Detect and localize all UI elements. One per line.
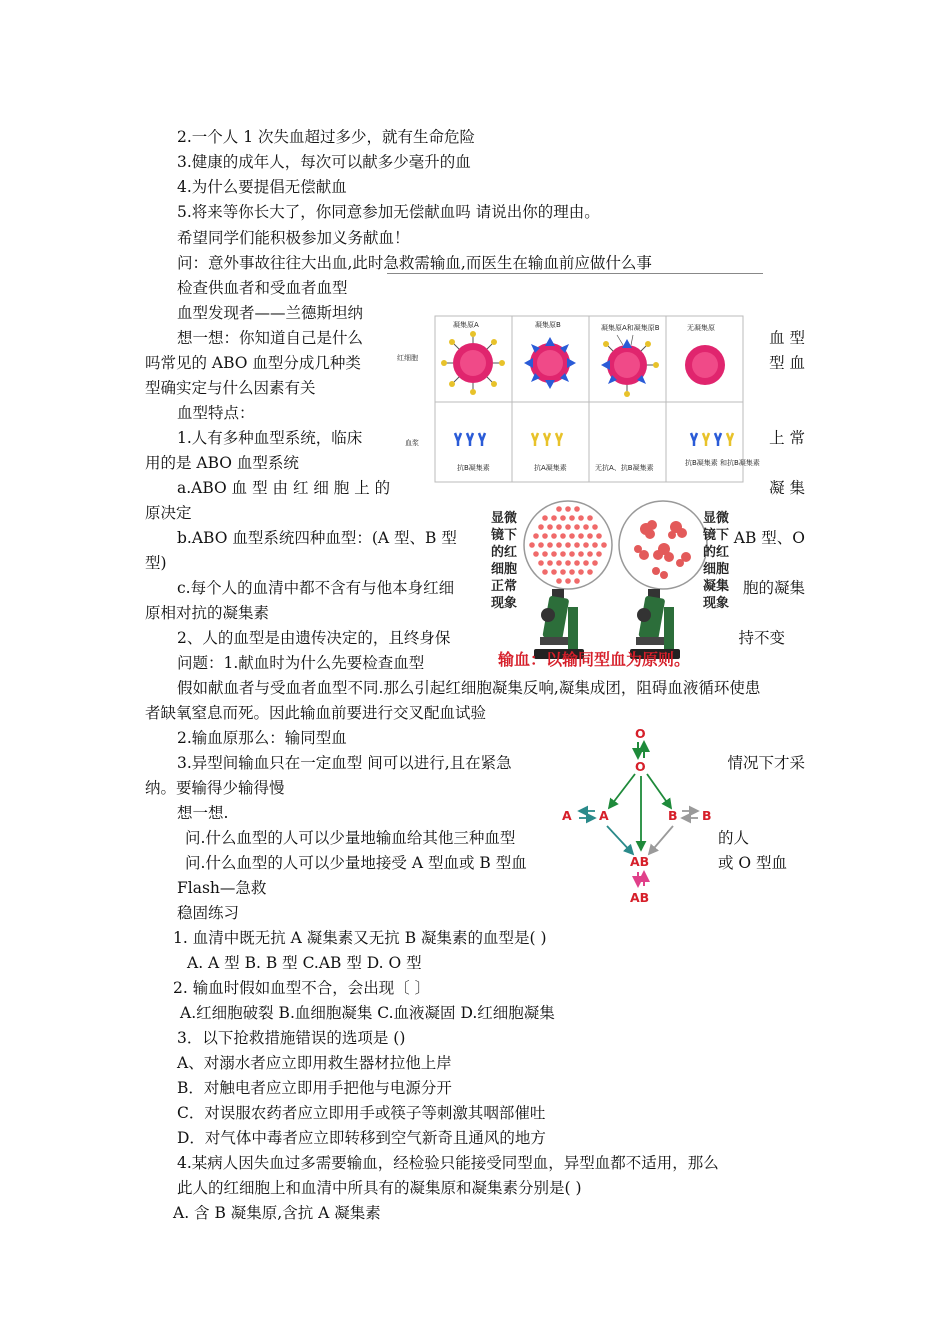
red-cell-dot: [596, 533, 602, 539]
red-cell-dot: [596, 551, 602, 557]
question-3: 3.健康的成年人，每次可以献多少毫升的血: [177, 153, 471, 171]
red-cell-dot: [583, 542, 589, 548]
feature-a-line1-right: 凝 集: [769, 479, 805, 497]
node-b: B: [668, 808, 678, 823]
node-o-top: O: [635, 726, 646, 741]
exercise-4-option-a: A. 含 B 凝集原,含抗 A 凝集素: [173, 1204, 381, 1222]
red-cell-dot: [587, 569, 593, 575]
red-cell-dot: [583, 524, 589, 530]
red-cell-dot: [529, 542, 535, 548]
if-line-1: 假如献血者与受血者血型不同.那么引起红细胞凝集反响,凝集成团，阻碍血液循环使患: [177, 679, 761, 697]
red-cell-dot: [574, 506, 580, 512]
red-cell-dot: [578, 515, 584, 521]
question-w1-right: 的人: [718, 829, 750, 847]
red-cell-dot: [551, 515, 557, 521]
svg-text:凝集: 凝集: [703, 579, 730, 594]
svg-text:的红: 的红: [491, 545, 518, 560]
col4-bottom-label: 抗B凝集素 和抗B凝集素: [685, 459, 760, 467]
svg-text:镜下: 镜下: [491, 528, 518, 543]
principle-3b: 纳。要输得少输得慢: [145, 779, 285, 797]
col2-bottom-label: 抗A凝集素: [534, 464, 567, 472]
red-cell-dot: [560, 533, 566, 539]
svg-text:细胞: 细胞: [703, 562, 730, 577]
right-microscope-icon: [630, 589, 680, 659]
red-cell-dot: [578, 551, 584, 557]
think-again: 想一想.: [177, 804, 229, 822]
feature-1b: 用的是 ABO 血型系统: [145, 454, 299, 472]
agglutinated-cells-circle: [619, 501, 707, 589]
think-line-b-right: 型 血: [769, 354, 805, 372]
red-cell-dot: [574, 524, 580, 530]
red-cell-dot: [565, 506, 571, 512]
svg-text:显微: 显微: [491, 511, 518, 526]
features-heading: 血型特点：: [177, 404, 255, 422]
red-cell-dot: [542, 569, 548, 575]
red-cell-dot: [587, 533, 593, 539]
feature-2: 2、人的血型是由遗传决定的，且终身保: [177, 629, 451, 647]
feature-a-line2: 原决定: [145, 504, 192, 522]
col2-top-label: 凝集原B: [535, 321, 561, 329]
exercise-4-line1: 4.某病人因失血过多需要输血，经检验只能接受同型血，异型血都不适用，那么: [177, 1154, 719, 1172]
red-cell-dot: [574, 560, 580, 566]
red-cell-dot: [560, 569, 566, 575]
red-cell-dot: [565, 542, 571, 548]
red-cell-dot: [556, 524, 562, 530]
exercise-3-option-c: C．对误服农药者应立即用手或筷子等刺激其咽部催吐: [177, 1104, 546, 1122]
exercise-2: 2. 输血时假如血型不合，会出现〔 〕: [173, 979, 431, 997]
red-cell-dot: [551, 569, 557, 575]
rbc-type-o-icon: [685, 345, 725, 385]
red-cell-dot: [560, 551, 566, 557]
question-5: 5.将来等你长大了，你同意参加无偿献血吗 请说出你的理由。: [177, 203, 600, 221]
svg-text:的红: 的红: [703, 545, 730, 560]
think-line-a-right: 血 型: [769, 329, 805, 347]
node-b-right: B: [702, 808, 712, 823]
red-cell-dot: [556, 506, 562, 512]
exercise-3: 3．以下抢救措施错误的选项是 (): [177, 1029, 406, 1047]
svg-text:细胞: 细胞: [491, 562, 518, 577]
exercise-3-option-b: B．对触电者应立即用手把他与电源分开: [177, 1079, 452, 1097]
red-cell-dot: [592, 560, 598, 566]
exercise-1: 1. 血清中既无抗 A 凝集素又无抗 B 凝集素的血型是( ): [173, 929, 547, 947]
blood-type-table-figure: [395, 315, 760, 485]
rbc-label: 红细胞: [397, 354, 418, 362]
think-line-a: 想一想：你知道自己是什么: [177, 329, 364, 347]
feature-b-line1: b.ABO 血型系统四种血型：(A 型、B 型: [177, 529, 457, 547]
red-cell-dot: [538, 524, 544, 530]
feature-a-line1: a.ABO 血 型 由 红 细 胞 上 的: [177, 479, 391, 497]
rbc-type-a-icon: [441, 331, 505, 395]
question-w2-right: 或 O 型血: [718, 854, 788, 872]
microscope-figure: [488, 497, 738, 672]
red-cell-dot: [565, 578, 571, 584]
check-line: 检查供血者和受血者血型: [177, 279, 348, 297]
normal-cells-circle: [524, 501, 612, 589]
question-4: 4.为什么要提倡无偿献血: [177, 178, 347, 196]
svg-text:显微: 显微: [703, 511, 730, 526]
feature-c-line1: c.每个人的血清中都不含有与他本身红细: [177, 579, 455, 597]
hope-line: 希望同学们能积极参加义务献血！: [177, 229, 410, 247]
red-cell-dot: [542, 533, 548, 539]
transfusion-diagram: [555, 722, 720, 907]
red-cell-dot: [592, 542, 598, 548]
red-cell-dot: [565, 524, 571, 530]
think-line-b: 吗常见的 ABO 血型分成几种类: [145, 354, 361, 372]
svg-text:现象: 现象: [703, 596, 730, 611]
red-cell-dot: [533, 533, 539, 539]
red-cell-dot: [569, 533, 575, 539]
red-cell-dot: [569, 515, 575, 521]
transfusion-principle-caption: 输血：以输同型血为原则。: [498, 650, 691, 669]
red-cell-dot: [547, 542, 553, 548]
node-o: O: [635, 759, 646, 774]
red-cell-dot: [560, 515, 566, 521]
question-w1: 问.什么血型的人可以少量地输血给其他三种血型: [185, 829, 516, 847]
feature-2-right: 持不变: [738, 629, 785, 647]
plasma-label: 血浆: [405, 439, 419, 447]
node-ab: AB: [630, 854, 650, 869]
right-caption-text: [703, 510, 729, 611]
red-cell-dot: [538, 542, 544, 548]
red-cell-dot: [538, 560, 544, 566]
red-cell-dot: [542, 515, 548, 521]
red-cell-dot: [556, 578, 562, 584]
red-cell-dot: [574, 578, 580, 584]
exercise-3-option-a: A、对溺水者应立即用救生器材拉他上岸: [177, 1054, 452, 1072]
col3-bottom-label: 无抗A、抗B凝集素: [595, 464, 654, 472]
think-line-c: 型确实定与什么因素有关: [145, 379, 316, 397]
red-cell-dot: [547, 560, 553, 566]
red-cell-dot: [601, 542, 607, 548]
node-a-left: A: [562, 808, 572, 823]
feature-1a-right: 上 常: [769, 429, 805, 447]
question-w2: 问.什么血型的人可以少量地接受 A 型血或 B 型血: [185, 854, 527, 872]
red-cell-dot: [587, 515, 593, 521]
left-microscope-icon: [534, 589, 584, 659]
red-cell-dot: [578, 569, 584, 575]
discoverer-line: 血型发现者——兰德斯坦纳: [177, 304, 364, 322]
flash-line: Flash—急救: [177, 879, 267, 897]
node-a: A: [599, 808, 609, 823]
red-cell-dot: [578, 533, 584, 539]
exercise-2-options: A.红细胞破裂 B.血细胞凝集 C.血液凝固 D.红细胞凝集: [180, 1004, 555, 1022]
principle-3a-right: 情况下才采: [727, 754, 805, 772]
feature-b-line1-right: AB 型、O: [733, 529, 805, 547]
red-cell-dot: [574, 542, 580, 548]
principle-3a: 3.异型间输血只在一定血型 间可以进行,且在紧急: [177, 754, 512, 772]
red-cell-dot: [547, 524, 553, 530]
red-cell-dot: [587, 551, 593, 557]
exercise-3-option-d: D．对气体中毒者应立即转移到空气新奇且通风的地方: [177, 1129, 546, 1147]
col1-top-label: 凝集原A: [453, 321, 479, 329]
svg-text:现象: 现象: [491, 596, 518, 611]
principle-2: 2.输血原那么：输同型血: [177, 729, 347, 747]
left-caption-text: [491, 510, 517, 611]
exercise-4-line2: 此人的红细胞上和血清中所具有的凝集原和凝集素分别是( ): [177, 1179, 582, 1197]
feature-c-line2: 原相对抗的凝集素: [145, 604, 270, 622]
question-2: 2.一个人 1 次失血超过多少，就有生命危险: [177, 128, 476, 146]
problem-line: 问题：1.献血时为什么先要检查血型: [177, 654, 425, 672]
red-cell-dot: [583, 560, 589, 566]
svg-text:镜下: 镜下: [703, 528, 730, 543]
col3-top-label: 凝集原A和凝集原B: [601, 324, 660, 332]
feature-c-line1-right: 胞的凝集: [742, 579, 805, 597]
feature-1a: 1.人有多种血型系统，临床: [177, 429, 363, 447]
if-line-2: 者缺氧窒息而死。因此输血前要进行交叉配血试验: [145, 704, 487, 722]
red-cell-dot: [556, 560, 562, 566]
red-cell-dot: [551, 533, 557, 539]
node-ab-bottom: AB: [630, 890, 650, 905]
red-cell-dot: [569, 569, 575, 575]
practice-heading: 稳固练习: [177, 904, 240, 922]
rbc-type-b-icon: [524, 337, 576, 389]
red-cell-dot: [551, 551, 557, 557]
red-cell-dot: [556, 542, 562, 548]
red-cell-dot: [565, 560, 571, 566]
red-cell-dot: [533, 551, 539, 557]
ask-line: 问：意外事故往往大出血,此时急救需输血,而医生在输血前应做什么事: [177, 254, 652, 272]
col4-top-label: 无凝集原: [687, 324, 715, 332]
svg-text:正常: 正常: [491, 579, 518, 594]
feature-b-line2: 型): [145, 554, 167, 572]
col1-bottom-label: 抗B凝集素: [457, 464, 490, 472]
divider: [387, 273, 763, 274]
red-cell-dot: [592, 524, 598, 530]
red-cell-dot: [542, 551, 548, 557]
exercise-1-options: A. A 型 B. B 型 C.AB 型 D. O 型: [187, 954, 422, 972]
red-cell-dot: [569, 551, 575, 557]
